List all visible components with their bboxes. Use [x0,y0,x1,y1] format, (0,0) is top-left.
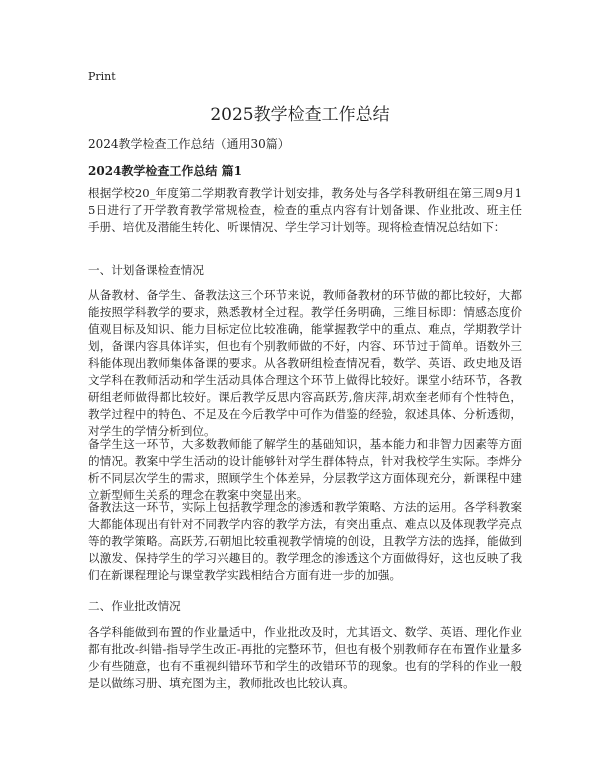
paragraph-homework: 各学科能做到布置的作业量适中，作业批改及时，尤其语文、数学、英语、理化作业都有批改-纠错-指导学生改正-再批的完整环节，但也有极个别教师存在布置作业量多少有些随意，也有不重视纠错环节和学生的改错环节的现象。也有的学科的作业一般是以做练习册、填充图为主，教师批改也比较认真。 [88,625,522,690]
paragraph-prep-materials: 从备教材、备学生、备教法这三个环节来说，教师备教材的环节做的都比较好，大都能按照学科教学的要求，熟悉教材全过程。教学任务明确，三维目标即：情感态度价值观目标及知识、能力目标定位比较准确，能掌握教学中的重点、难点，学期教学计划，备课内容具体详实，但也有个别教师做的不好，内容、环节过于简单。语数外三科能体现出教师集体备课的要求。从各教研组检查情况看，数学、英语、政史地及语文学科在教师活动和学生活动具体合理这个环节上做得比较好。课堂小结环节，各教研组老师做得都比较好。课后教学反思内容高跃芳,詹庆萍,胡欢奎老师有个性特色，教学过程中的特色、不足及在今后教学中可作为借鉴的经验，叙述具体、分析透彻，对学生的学情分析到位。 [88,288,522,438]
paragraph-prep-methods: 备教法这一环节，实际上包括教学理念的渗透和教学策略、方法的运用。各学科教案大都能体现出有针对不同教学内容的教学方法，有突出重点、难点以及体现教学亮点等的教学策略。高跃芳,石朝旭比较重视教学情境的创设，且教学方法的选择，能做到以激发、保持学生的学习兴趣目的。教学理念的渗透这个方面做得好，这也反映了我们在新课程理论与课堂教学实践相结合方面有进一步的加强。 [88,500,522,582]
document-subtitle: 2024教学检查工作总结（通用30篇） [88,137,290,151]
section-title: 2024教学检查工作总结 篇1 [88,164,242,178]
paragraph-prep-students: 备学生这一环节，大多数教师能了解学生的基础知识，基本能力和非智力因素等方面的情况。教案中学生活动的设计能够针对学生群体特点，针对我校学生实际。李烨分析不同层次学生的需求，照顾学生个体差异，分层教学这方面体现充分，新课程中建立新型师生关系的理念在教案中突显出来。 [88,437,522,502]
heading-lesson-planning: 一、计划备课检查情况 [88,263,204,277]
page-title: 2025教学检查工作总结 [210,105,390,125]
intro-paragraph: 根据学校20_年度第二学期教育教学计划安排，教务处与各学科教研组在第三周9月15日进行了开学教育教学常规检查，检查的重点内容有计划备课、作业批改、班主任手册、培优及潜能生转化、听课情况、学生学习计划等。现将检查情况总结如下： [88,186,522,234]
print-link[interactable]: Print [88,70,116,83]
heading-homework-grading: 二、作业批改情况 [88,599,181,613]
